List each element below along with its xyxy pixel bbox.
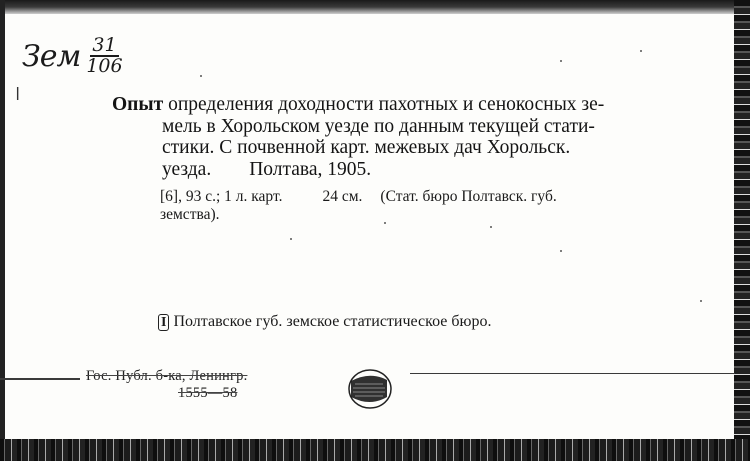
- punch-hole-icon: [347, 367, 395, 411]
- call-number-fraction: [84, 36, 124, 76]
- collation-line-2: земства).: [160, 206, 220, 223]
- scan-line-left: [0, 378, 80, 380]
- entry-line-1-text: определения доходности пахотных и сенокосных зе-: [163, 94, 605, 115]
- collation-size: 24 см.: [322, 188, 363, 205]
- entry-line-4-a: уезда.: [162, 158, 212, 180]
- tracing-note: [158, 313, 491, 331]
- entry-line-2: мель в Хорольском уезде по данным текущей стати-: [162, 115, 595, 137]
- collation-note: [160, 188, 690, 224]
- speck: [200, 75, 202, 77]
- scan-edge-bottom: [0, 439, 750, 461]
- entry-imprint-place-date: Полтава, 1905.: [249, 158, 372, 180]
- speck: [560, 250, 562, 252]
- entry-line-3: стики. С почвенной карт. межевых дач Хорольск.: [162, 137, 571, 158]
- speck: [384, 222, 386, 224]
- scan-edge-right: [734, 0, 750, 461]
- call-number-numerator: 31: [92, 34, 117, 56]
- entry-line-4: [112, 159, 692, 181]
- speck: [560, 60, 562, 62]
- imprint-library: Гос. Публ. б-ка, Ленингр.: [86, 368, 248, 384]
- speck: [640, 50, 642, 52]
- call-number-denominator: 106: [86, 55, 123, 77]
- margin-tick-mark: ǀ: [15, 84, 21, 105]
- bibliographic-entry: [112, 94, 692, 180]
- scan-edge-left: [0, 0, 5, 461]
- tracing-number: I: [158, 314, 169, 331]
- entry-line-1: [112, 94, 692, 116]
- speck: [490, 226, 492, 228]
- entry-lead-word: Опыт: [112, 94, 164, 115]
- collation-series: (Стат. бюро Полтавск. губ.: [380, 188, 557, 205]
- speck: [290, 238, 292, 240]
- collation-line-1: [160, 188, 690, 206]
- scan-line-right: [410, 373, 735, 374]
- call-number-prefix: Зем: [22, 38, 81, 74]
- call-number: [22, 36, 125, 76]
- imprint-number: 1555—58: [178, 385, 238, 401]
- tracing-text: Полтавское губ. земское статистическое бюро.: [173, 313, 492, 330]
- speck: [700, 300, 702, 302]
- collation-pages: [6], 93 с.; 1 л. карт.: [160, 188, 283, 205]
- scan-edge-top: [0, 0, 750, 14]
- library-imprint: [86, 368, 247, 402]
